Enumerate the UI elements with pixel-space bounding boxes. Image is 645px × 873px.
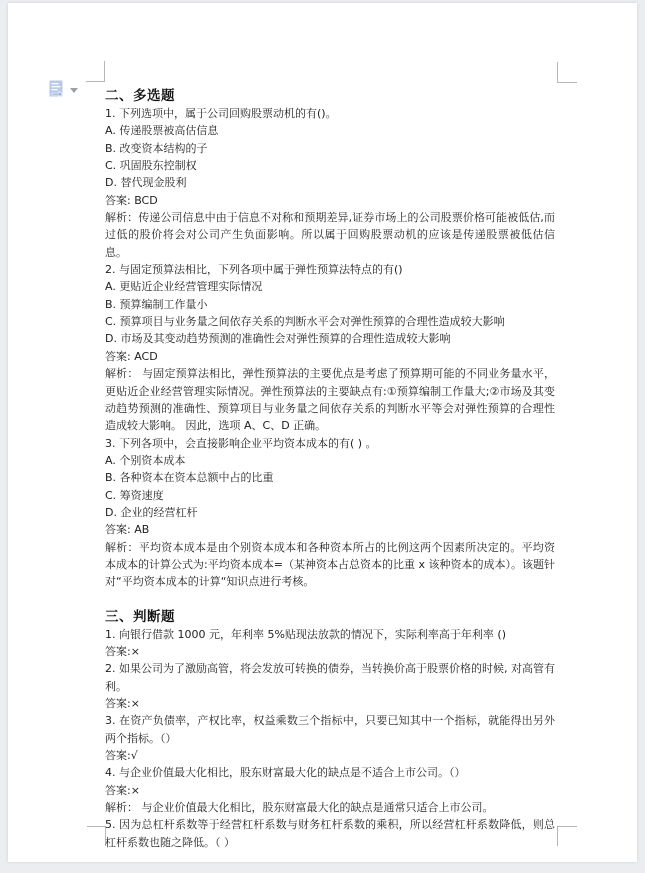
doc-line: D. 市场及其变动趋势预测的准确性会对弹性预算的合理性造成较大影响 <box>105 332 451 346</box>
doc-line: D. 企业的经营杠杆 <box>105 505 198 519</box>
doc-line: 答案: BCD <box>105 193 158 207</box>
section-heading: 三、判断题 <box>105 608 175 625</box>
doc-line: 解析：平均资本成本是由个别资本成本和各种资本所占的比例这两个因素所决定的。平均资本成本的计算公式为:平均资本成本=（某神资本占总资本的比重 x 该种资本的成本）。该题针对“平均资本成本的计算“知识点进行考核。 <box>105 540 555 589</box>
doc-line: 5. 因为总杠杆系数等于经营杠杆系数与财务杠杆系数的乘积，所以经营杠杆系数降低，则总杠杆系数也随之降低。（ ） <box>105 818 555 849</box>
doc-line: 解析： 与企业价值最大化相比，股东财富最大化的缺点是通常只适合上市公司。 <box>105 801 494 815</box>
doc-line: B. 改变资本结构的子 <box>105 141 208 155</box>
doc-line: 答案:× <box>105 783 140 797</box>
doc-line: 1. 下列选项中，属于公司回购股票动机的有()。 <box>105 107 337 120</box>
doc-line: 答案:× <box>105 697 140 710</box>
doc-line: C. 巩固股东控制权 <box>105 159 197 173</box>
paste-options-icon <box>48 80 65 98</box>
doc-line: C. 预算项目与业务量之间依存关系的判断水平会对弹性预算的合理性造成较大影响 <box>105 315 505 329</box>
paste-options-button[interactable] <box>48 77 90 101</box>
doc-line: 答案:× <box>105 644 140 658</box>
doc-line: C. 筹资速度 <box>105 488 164 502</box>
doc-line: 1. 向银行借款 1000 元，年利率 5%贴现法放款的情况下，实际利率高于年利率 () <box>105 627 507 641</box>
doc-line: A. 更贴近企业经营管理实际情况 <box>105 280 263 294</box>
doc-line: D. 替代现金股利 <box>105 176 187 190</box>
document-page <box>8 3 637 862</box>
doc-line: 3. 下列各项中，会直接影响企业平均资本成本的有( ) 。 <box>105 436 377 450</box>
doc-line: B. 预算编制工作量小 <box>105 297 208 311</box>
doc-line: A. 个别资本成本 <box>105 453 186 467</box>
blank-line <box>105 591 555 608</box>
doc-line: 4. 与企业价值最大化相比，股东财富最大化的缺点是不适合上市公司。（） <box>105 766 466 780</box>
document-content <box>105 87 555 851</box>
text-boundary-mark-bottom-right <box>557 826 577 846</box>
doc-line: 答案: ACD <box>105 349 158 363</box>
doc-line: 答案:√ <box>105 749 138 763</box>
text-boundary-mark-bottom-left <box>87 826 106 846</box>
doc-line: B. 各种资本在资本总额中占的比重 <box>105 471 274 485</box>
text-boundary-mark-top-right <box>557 62 577 83</box>
doc-line: 答案: AB <box>105 523 150 537</box>
doc-line: 2. 如果公司为了激励高管，将会发放可转换的债券，当转换价高于股票价格的时候, 对高管有利。 <box>105 662 555 693</box>
doc-line: A. 传递股票被高估信息 <box>105 124 219 138</box>
doc-line: 3. 在资产负债率，产权比率，权益乘数三个指标中，只要已知其中一个指标，就能得出另外两个指标。（） <box>105 714 555 745</box>
doc-line: 解析：传递公司信息中由于信息不对称和预期差异,证券市场上的公司股票价格可能被低估,而过低的股价将会对公司产生负面影响。所以属于回购股票动机的应该是传递股票被低估信息。 <box>105 211 555 259</box>
doc-line: 解析： 与固定预算法相比，弹性预算法的主要优点是考虑了预算期可能的不同业务量水平，更贴近企业经营管理实际情况。弹性预算法的主要缺点有:①预算编制工作量大;②市场及其变动趋势预测的准确性、预算项目与业务量之间依存关系的判断水平等会对弹性预算的合理性造成较大影响。 因此，选项 A、C、D 正确。 <box>105 367 555 433</box>
chevron-down-icon <box>70 88 78 93</box>
section-heading: 二、多选题 <box>105 88 175 104</box>
doc-line: 2. 与固定预算法相比，下列各项中属于弹性预算法特点的有() <box>105 263 403 277</box>
